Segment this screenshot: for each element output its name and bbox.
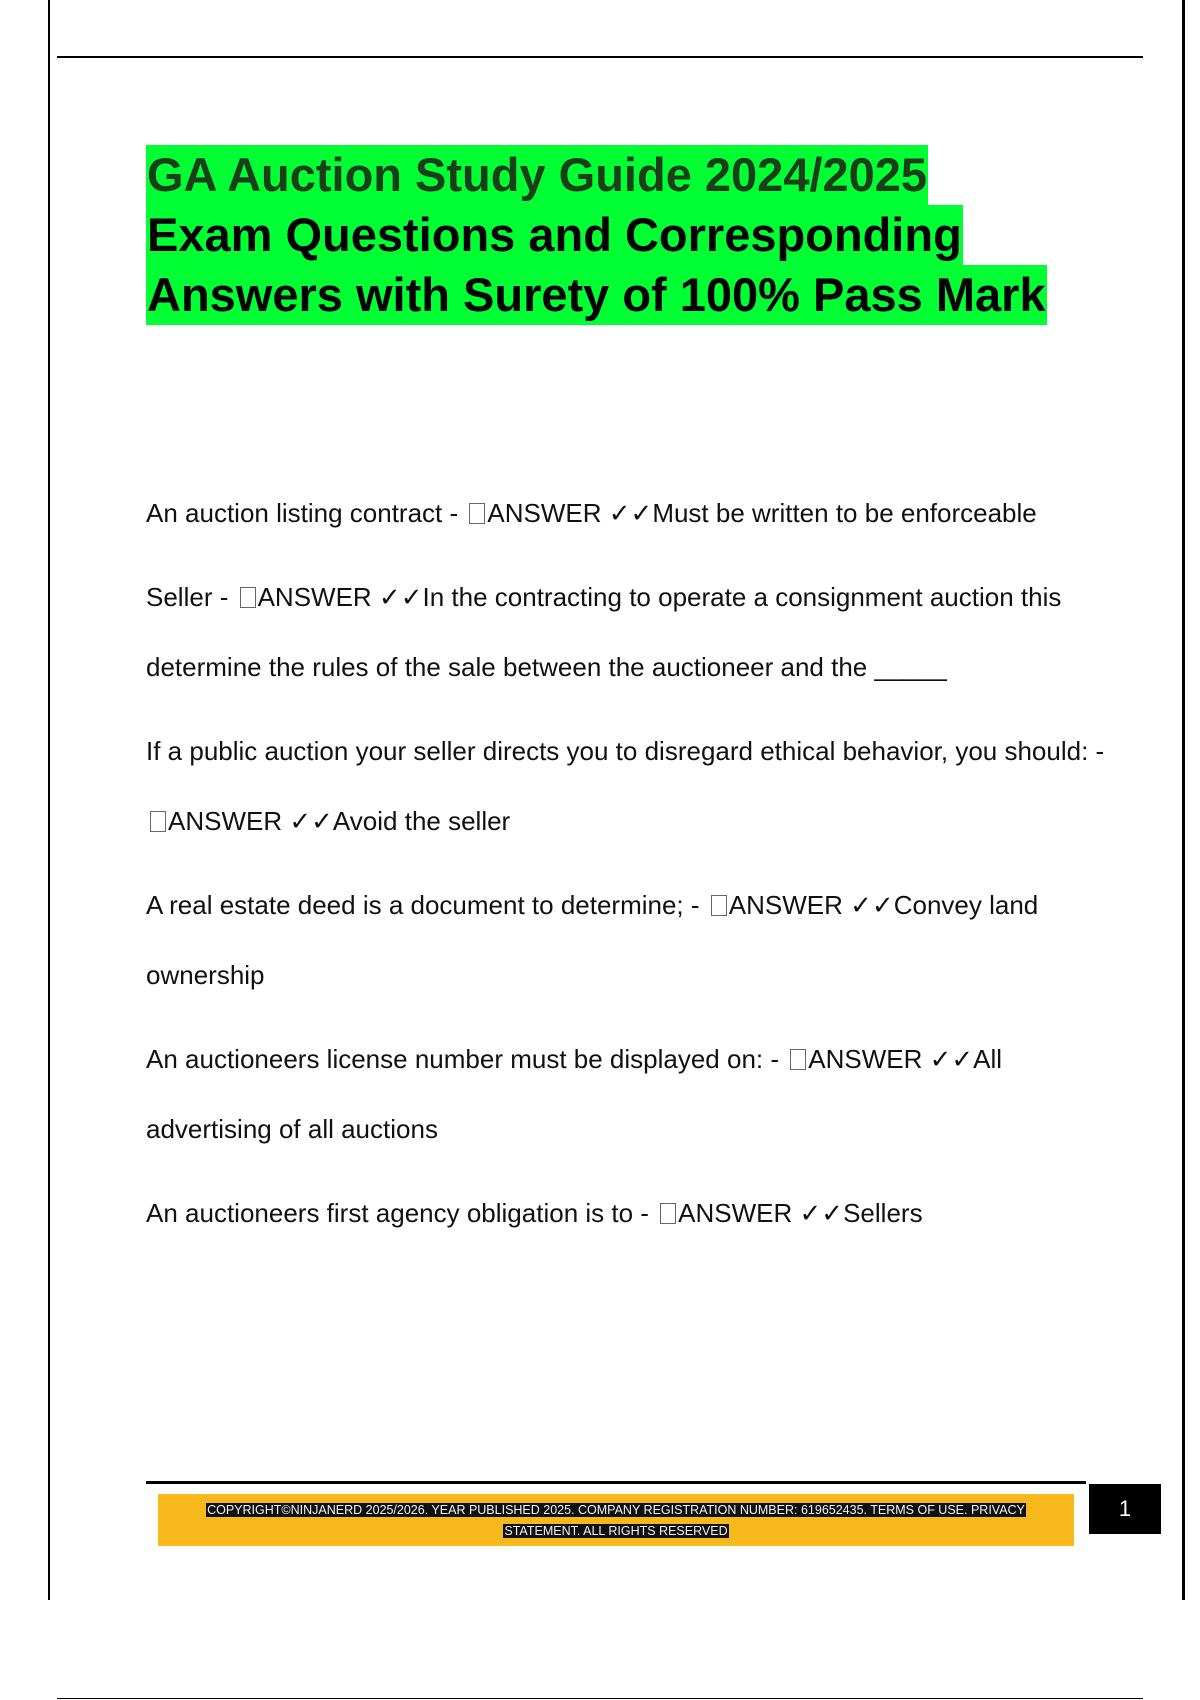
qa-item [146, 1178, 1106, 1248]
title-line-1: GA Auction Study Guide 2024/2025 [146, 145, 928, 205]
header-rule [57, 56, 1143, 58]
answer-text: In the contracting to operate a consignment auction this determine the rules of the sale between the auctioneer and the _____ [146, 582, 1062, 682]
bottom-rule [57, 1698, 1143, 1699]
answer-text: Must be written to be enforceable [652, 498, 1037, 528]
page-right-border [1182, 0, 1185, 1600]
question-text: An auctioneers license number must be displayed on: - [146, 1044, 780, 1074]
page-left-border [48, 0, 50, 1600]
answer-box-icon [240, 587, 256, 608]
answer-label: ANSWER ✓✓ [808, 1044, 974, 1074]
answer-label: ANSWER ✓✓ [487, 498, 653, 528]
answer-text: Convey land ownership [146, 890, 1039, 990]
footer-copyright [170, 1500, 1062, 1542]
title-line-2: Exam Questions and Corresponding [146, 205, 963, 265]
answer-label: ANSWER ✓✓ [678, 1198, 844, 1228]
footer-rule [146, 1481, 1086, 1484]
answer-box-icon [469, 503, 485, 524]
document-title [146, 145, 1146, 325]
qa-item [146, 478, 1106, 548]
qa-item [146, 870, 1106, 1010]
answer-label: ANSWER ✓✓ [728, 890, 894, 920]
answer-label: ANSWER ✓✓ [168, 806, 333, 836]
title-line-3: Answers with Surety of 100% Pass Mark [146, 265, 1047, 325]
answer-box-icon [150, 811, 166, 832]
qa-list [146, 478, 1106, 1262]
answer-text: Sellers [843, 1198, 923, 1228]
question-text: If a public auction your seller directs you to disregard ethical behavior, you should: - [146, 736, 1105, 766]
footer-line-1: COPYRIGHT©NINJANERD 2025/2026. YEAR PUBLISHED 2025. COMPANY REGISTRATION NUMBER: 619652435. TERMS OF USE. PRIVACY [207, 1503, 1025, 1517]
question-text: A real estate deed is a document to determine; - [146, 890, 700, 920]
qa-item [146, 716, 1106, 856]
page-number: 1 [1089, 1484, 1161, 1534]
question-text: An auction listing contract - [146, 498, 459, 528]
answer-text: All advertising of all auctions [146, 1044, 1003, 1144]
answer-text: Avoid the seller [332, 806, 511, 836]
question-text: Seller - [146, 582, 229, 612]
answer-box-icon [660, 1203, 676, 1224]
answer-label: ANSWER ✓✓ [257, 582, 423, 612]
answer-box-icon [790, 1049, 806, 1070]
qa-item [146, 562, 1106, 702]
footer-line-2: STATEMENT. ALL RIGHTS RESERVED [504, 1524, 728, 1538]
question-text: An auctioneers first agency obligation is to - [146, 1198, 649, 1228]
qa-item [146, 1024, 1106, 1164]
answer-box-icon [711, 895, 727, 916]
